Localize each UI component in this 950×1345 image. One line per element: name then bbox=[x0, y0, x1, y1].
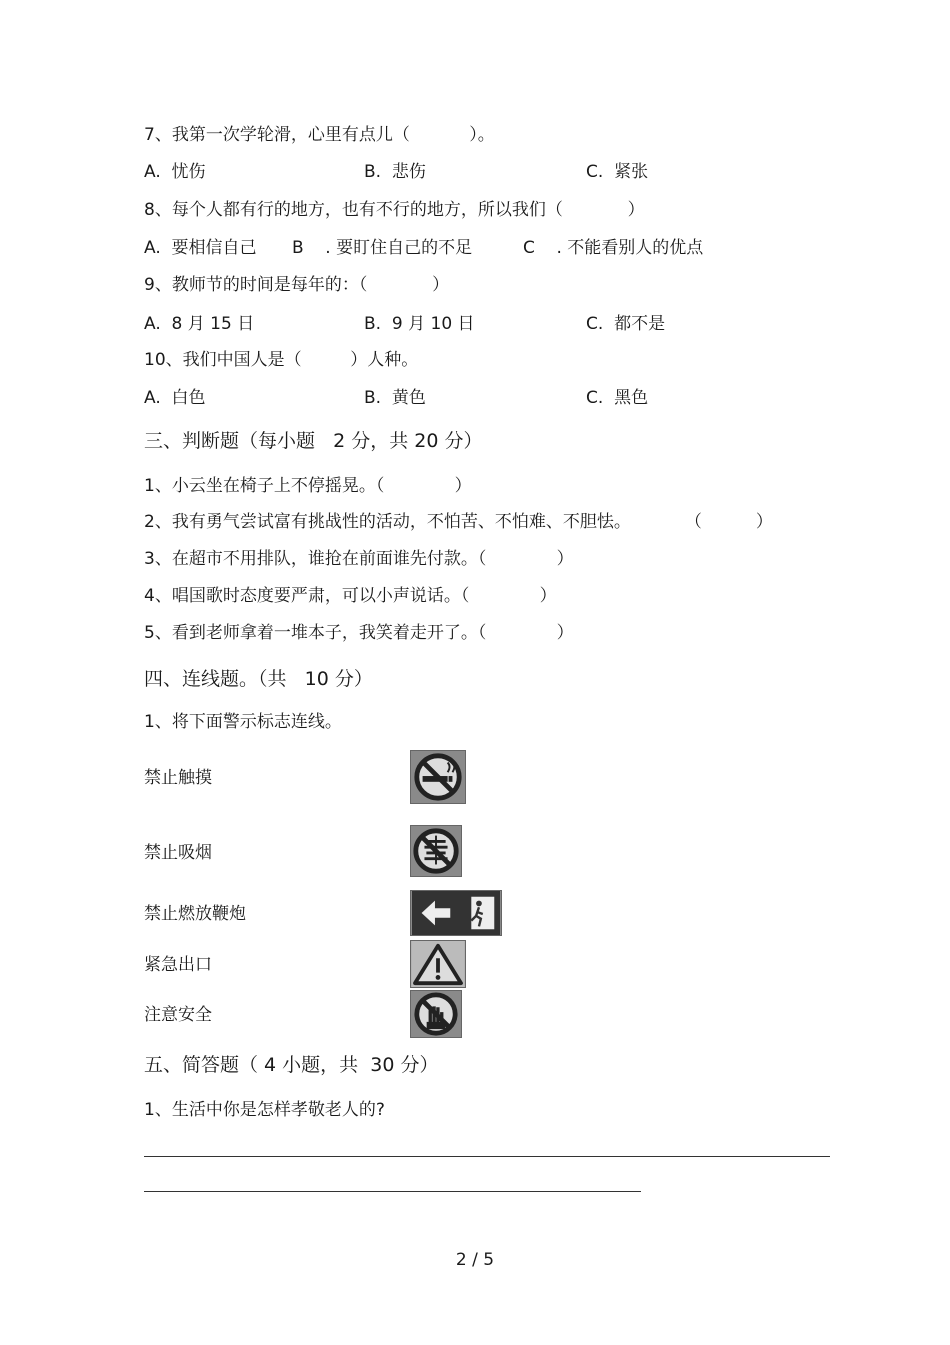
no-smoking-icon[interactable] bbox=[410, 750, 466, 804]
page-number: 2 / 5 bbox=[455, 1250, 495, 1270]
section-4-title: 四、连线题。（共 10 分） bbox=[144, 668, 373, 690]
question-8-stem: 8、每个人都有行的地方，也有不行的地方，所以我们（ ） bbox=[144, 200, 645, 220]
question-7-stem: 7、我第一次学轮滑，心里有点儿（ ）。 bbox=[144, 125, 495, 145]
section-5-title: 五、简答题（ 4 小题，共 30 分） bbox=[144, 1054, 439, 1076]
judge-item-4: 4、唱国歌时态度要严肃，可以小声说话。（ ） bbox=[144, 586, 557, 606]
question-7-option-c[interactable]: C. 紧张 bbox=[586, 162, 649, 182]
section-3-title: 三、判断题（每小题 2 分，共 20 分） bbox=[144, 430, 483, 452]
no-touching-icon[interactable] bbox=[410, 990, 462, 1038]
question-8-option-a[interactable]: A. 要相信自己 bbox=[144, 238, 257, 258]
question-10-option-a[interactable]: A. 白色 bbox=[144, 388, 206, 408]
judge-item-3: 3、在超市不用排队，谁抢在前面谁先付款。（ ） bbox=[144, 549, 574, 569]
short-answer-question-1: 1、生活中你是怎样孝敬老人的? bbox=[144, 1100, 385, 1120]
judge-item-2: 2、我有勇气尝试富有挑战性的活动，不怕苦、不怕难、不胆怯。 （ ） bbox=[144, 512, 773, 532]
emergency-exit-icon[interactable] bbox=[410, 890, 502, 936]
question-10-stem: 10、我们中国人是（ ）人种。 bbox=[144, 350, 419, 370]
match-label-3[interactable]: 禁止燃放鞭炮 bbox=[144, 904, 246, 924]
warning-triangle-icon[interactable] bbox=[410, 940, 466, 988]
question-9-option-b[interactable]: B. 9 月 10 日 bbox=[364, 314, 475, 334]
match-label-4[interactable]: 紧急出口 bbox=[144, 955, 212, 975]
question-10-option-c[interactable]: C. 黑色 bbox=[586, 388, 649, 408]
match-label-5[interactable]: 注意安全 bbox=[144, 1005, 212, 1025]
no-firecrackers-icon[interactable] bbox=[410, 825, 462, 877]
question-8-option-b[interactable]: B . 要盯住自己的不足 bbox=[292, 238, 473, 258]
match-label-1[interactable]: 禁止触摸 bbox=[144, 768, 212, 788]
answer-line-2[interactable] bbox=[144, 1191, 641, 1192]
question-9-option-a[interactable]: A. 8 月 15 日 bbox=[144, 314, 255, 334]
judge-item-1: 1、小云坐在椅子上不停摇晃。（ ） bbox=[144, 476, 472, 496]
matching-question-1: 1、将下面警示标志连线。 bbox=[144, 712, 342, 732]
question-9-stem: 9、教师节的时间是每年的：（ ） bbox=[144, 275, 450, 295]
question-7-option-a[interactable]: A. 忧伤 bbox=[144, 162, 206, 182]
question-9-option-c[interactable]: C. 都不是 bbox=[586, 314, 666, 334]
question-7-option-b[interactable]: B. 悲伤 bbox=[364, 162, 426, 182]
question-8-option-c[interactable]: C . 不能看别人的优点 bbox=[523, 238, 704, 258]
judge-item-5: 5、看到老师拿着一堆本子，我笑着走开了。（ ） bbox=[144, 623, 574, 643]
question-10-option-b[interactable]: B. 黄色 bbox=[364, 388, 426, 408]
match-label-2[interactable]: 禁止吸烟 bbox=[144, 843, 212, 863]
answer-line-1[interactable] bbox=[144, 1156, 830, 1157]
